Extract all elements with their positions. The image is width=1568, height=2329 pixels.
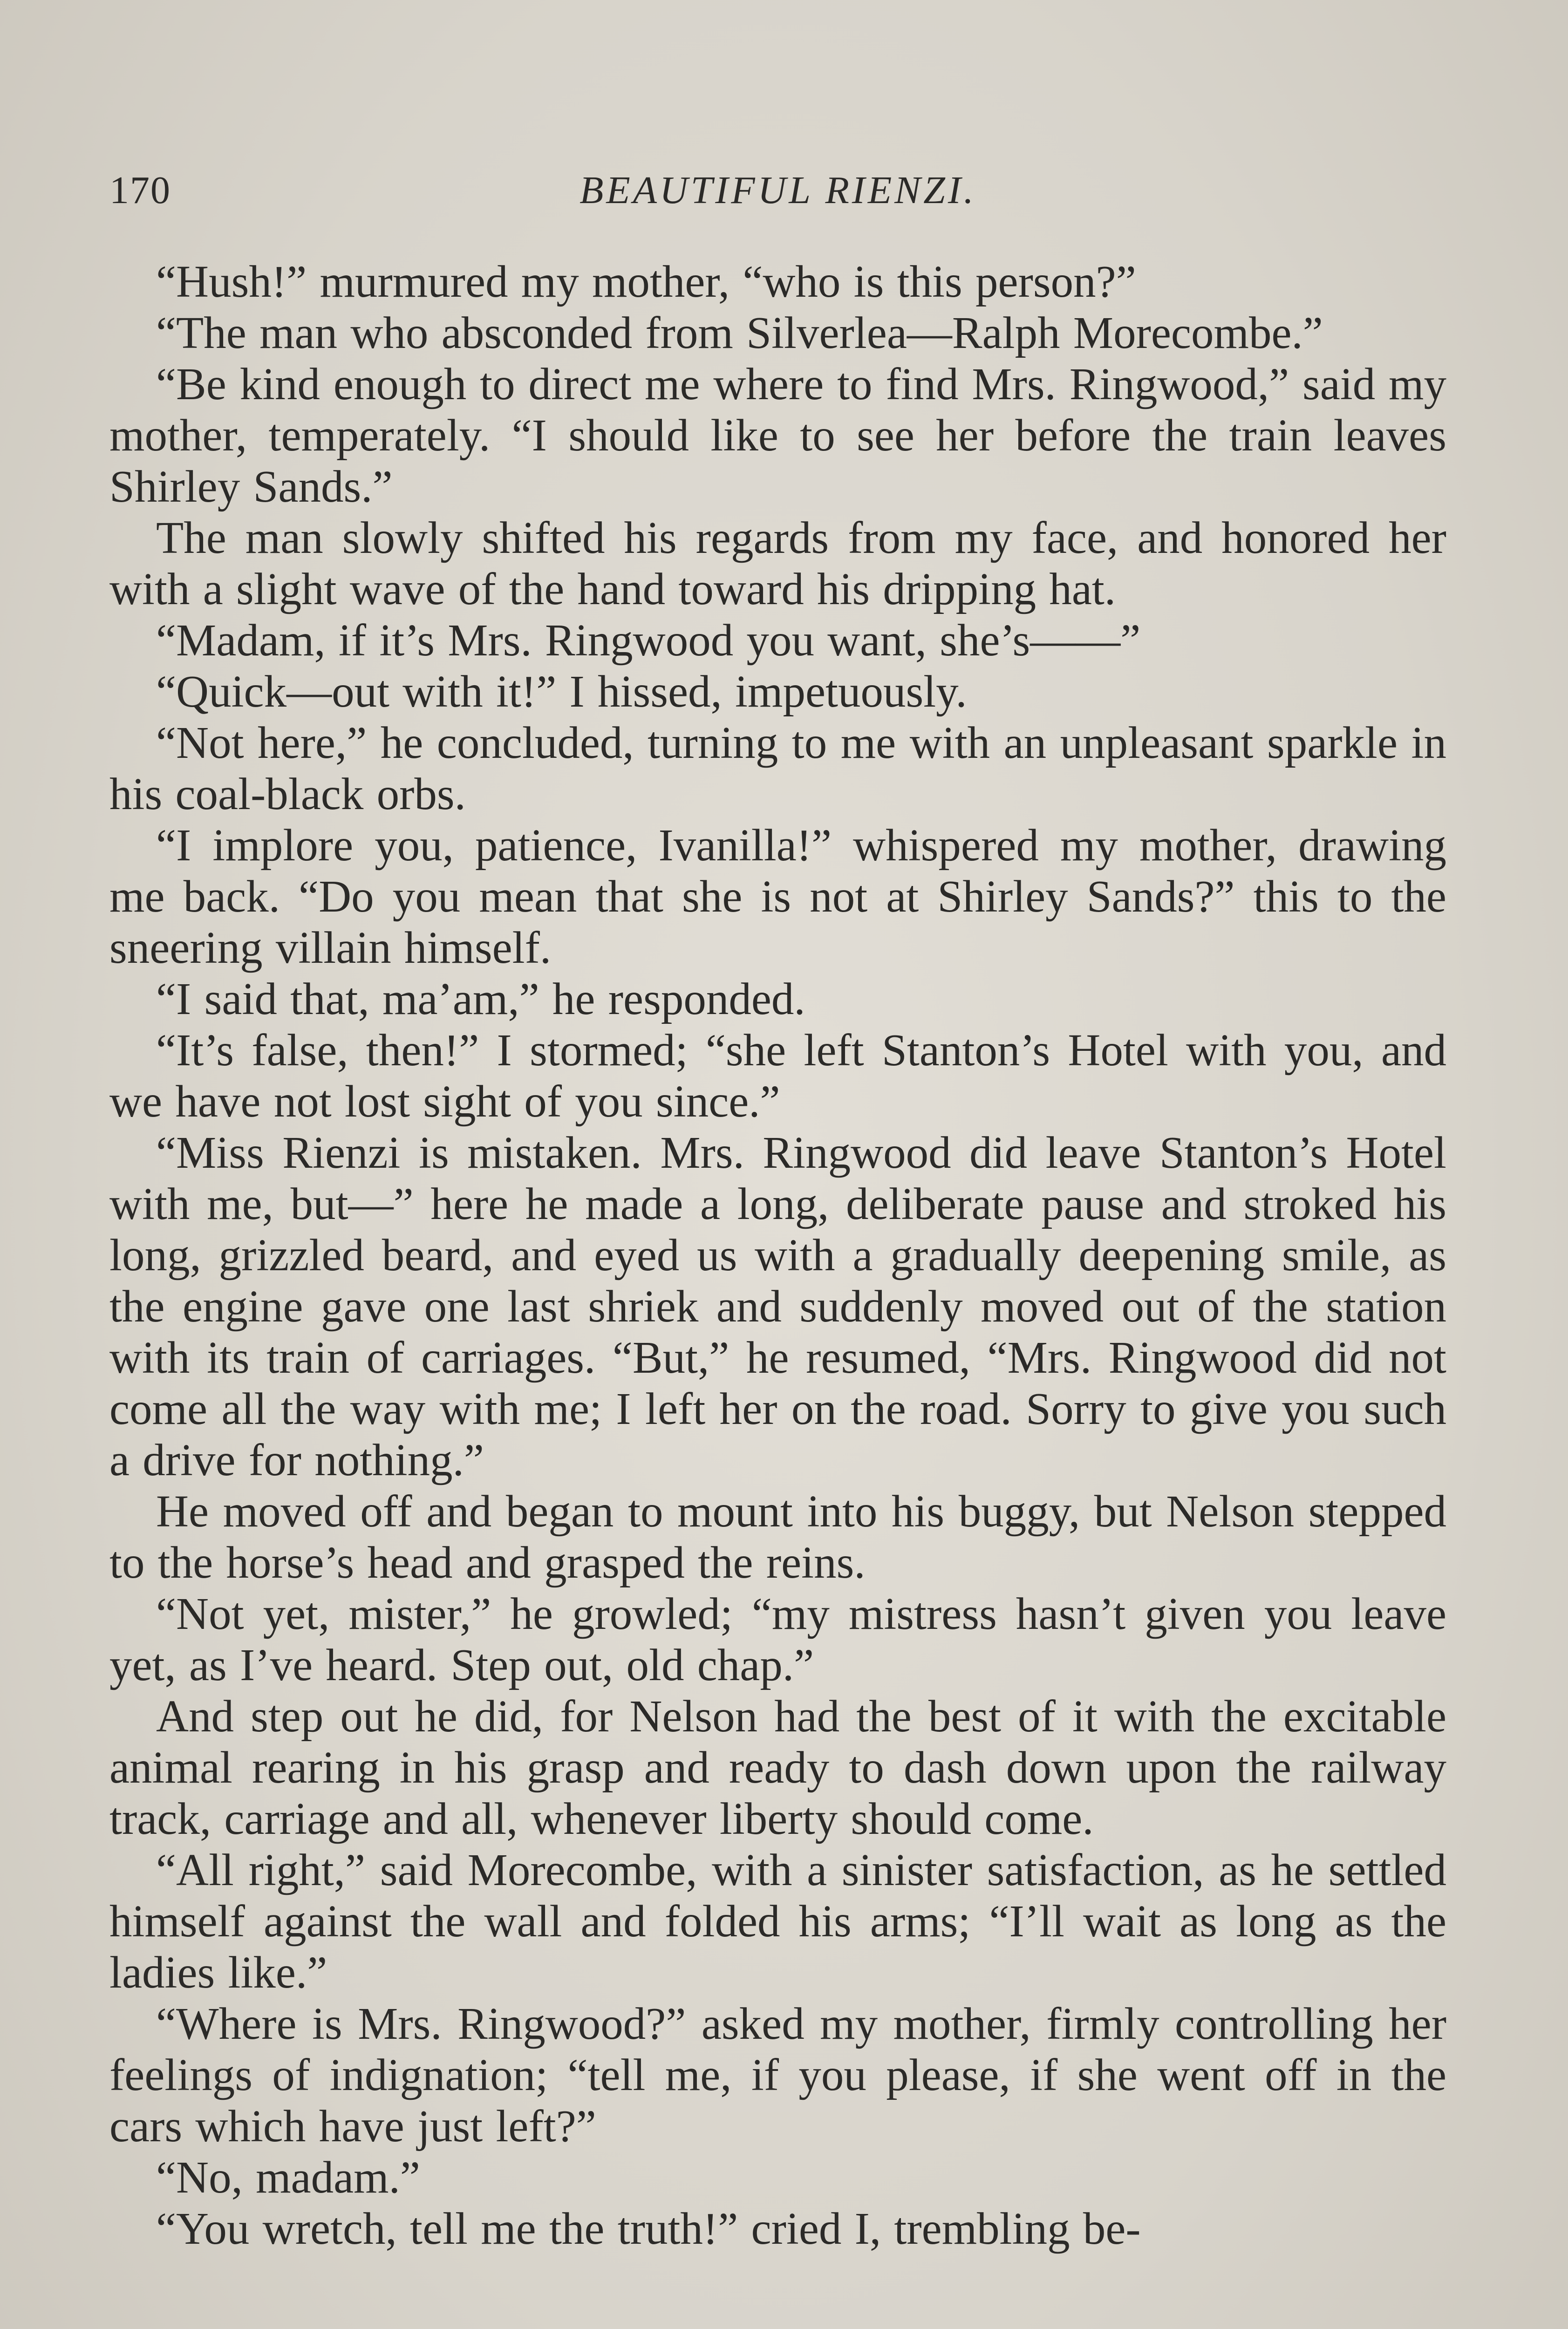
paragraph: The man slowly shifted his regards from my face, and honored her with a slight wave of the hand toward his dripping hat.: [109, 513, 1446, 614]
paragraph: “You wretch, tell me the truth!” cried I, trembling be-: [156, 2204, 1141, 2254]
paragraph: “Quick—out with it!” I hissed, impetuously.: [156, 667, 967, 716]
body-text: [109, 256, 1446, 2254]
running-title: BEAUTIFUL RIENZI.: [579, 169, 976, 212]
paragraph: “Madam, if it’s Mrs. Ringwood you want, she’s——”: [156, 615, 1141, 665]
paragraph: He moved off and began to mount into his buggy, but Nelson stepped to the horse’s head and grasped the reins.: [109, 1486, 1446, 1587]
paragraph: And step out he did, for Nelson had the best of it with the excitable animal rearing in his grasp and ready to dash down upon the railway track, carriage and all, whenever liberty should come.: [109, 1691, 1446, 1844]
paragraph: “Hush!” murmured my mother, “who is this person?”: [156, 257, 1136, 306]
paragraph: “Miss Rienzi is mistaken. Mrs. Ringwood did leave Stanton’s Hotel with me, but—” here he made a long, deliberate pause and stroked his long, grizzled beard, and eyed us with a gradually deepening smile, as the engine gave one last shriek and suddenly moved out of the station with its train of carriages. “But,” he resumed, “Mrs. Ringwood did not come all the way with me; I left her on the road. Sorry to give you such a drive for nothing.”: [109, 1128, 1446, 1485]
paragraph: “The man who absconded from Silverlea—Ralph Morecombe.”: [156, 308, 1323, 358]
paragraph: “Not yet, mister,” he growled; “my mistress hasn’t given you leave yet, as I’ve heard. Step out, old chap.”: [109, 1589, 1446, 1690]
paragraph: “I said that, ma’am,” he responded.: [156, 974, 805, 1024]
paragraph: “Where is Mrs. Ringwood?” asked my mother, firmly controlling her feelings of indignation; “tell me, if you please, if she went off in the cars which have just left?”: [109, 1999, 1446, 2151]
paragraph: “It’s false, then!” I stormed; “she left Stanton’s Hotel with you, and we have not lost sight of you since.”: [109, 1025, 1446, 1126]
paragraph: “Be kind enough to direct me where to find Mrs. Ringwood,” said my mother, temperately. “I should like to see her before the train leaves Shirley Sands.”: [109, 359, 1446, 511]
paragraph: “All right,” said Morecombe, with a sinister satisfaction, as he settled himself against the wall and folded his arms; “I’ll wait as long as the ladies like.”: [109, 1845, 1446, 1997]
paragraph: “No, madam.”: [156, 2152, 420, 2202]
page-header: [109, 168, 1446, 224]
page-number: 170: [109, 169, 171, 212]
paragraph: “Not here,” he concluded, turning to me with an unpleasant sparkle in his coal-black orbs.: [109, 718, 1446, 819]
paragraph: “I implore you, patience, Ivanilla!” whispered my mother, drawing me back. “Do you mean that she is not at Shirley Sands?” this to the sneering villain himself.: [109, 820, 1446, 973]
